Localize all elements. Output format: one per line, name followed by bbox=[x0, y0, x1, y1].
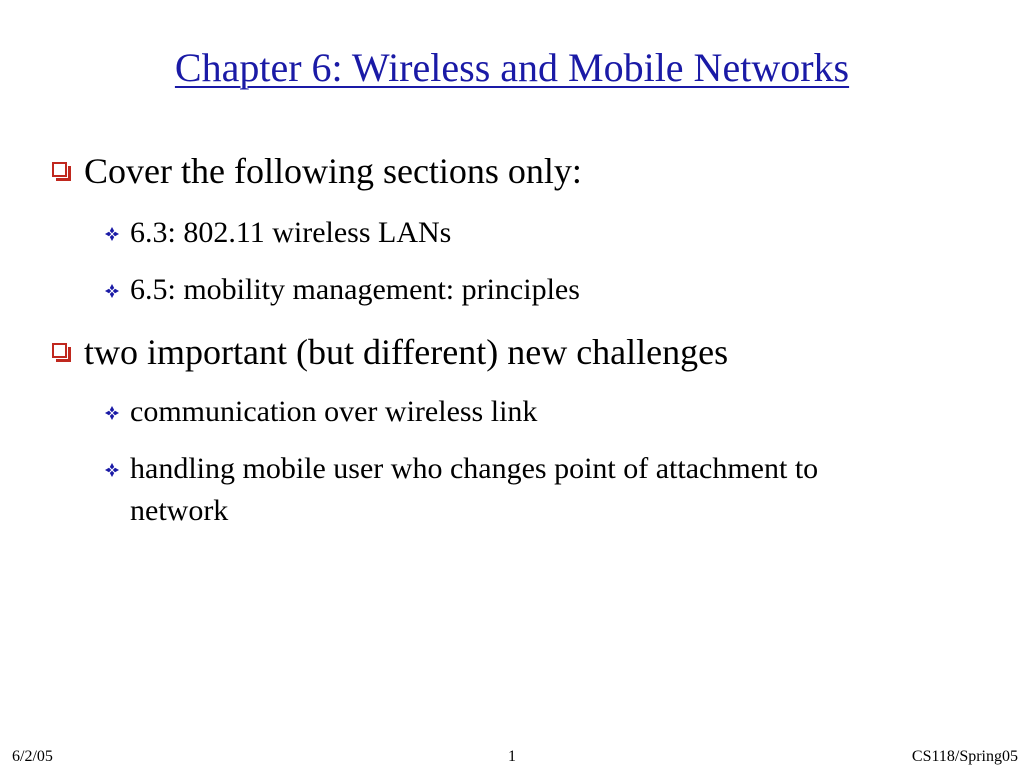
sub-bullet-item-wireless-link bbox=[104, 391, 537, 433]
sub-bullet-item-mobile-user bbox=[104, 448, 850, 532]
sub-bullet-text: 6.5: mobility management: principles bbox=[130, 273, 580, 306]
diamond-bullet-icon bbox=[104, 226, 120, 242]
bullet-item-new-challenges bbox=[52, 331, 728, 373]
bullet-text: two important (but different) new challenges bbox=[84, 332, 729, 372]
sub-bullet-text: 6.3: 802.11 wireless LANs bbox=[130, 216, 452, 249]
sub-bullet-text: communication over wireless link bbox=[130, 395, 538, 428]
bullet-text: Cover the following sections only: bbox=[84, 151, 582, 191]
slide-title: Chapter 6: Wireless and Mobile Networks bbox=[174, 45, 850, 90]
sub-bullet-text: handling mobile user who changes point of attachment to network bbox=[130, 452, 819, 527]
diamond-bullet-icon bbox=[104, 462, 120, 478]
footer-page-number: 1 bbox=[508, 748, 516, 765]
diamond-bullet-icon bbox=[104, 283, 120, 299]
footer-course: CS118/Spring05 bbox=[911, 748, 1018, 765]
diamond-bullet-icon bbox=[104, 405, 120, 421]
sub-bullet-item-wireless-lans bbox=[104, 212, 451, 254]
footer-date: 6/2/05 bbox=[12, 748, 53, 765]
sub-bullet-item-mobility-management bbox=[104, 269, 580, 311]
square-bullet-icon bbox=[52, 162, 72, 182]
square-bullet-icon bbox=[52, 343, 72, 363]
bullet-item-cover-sections bbox=[52, 150, 582, 192]
